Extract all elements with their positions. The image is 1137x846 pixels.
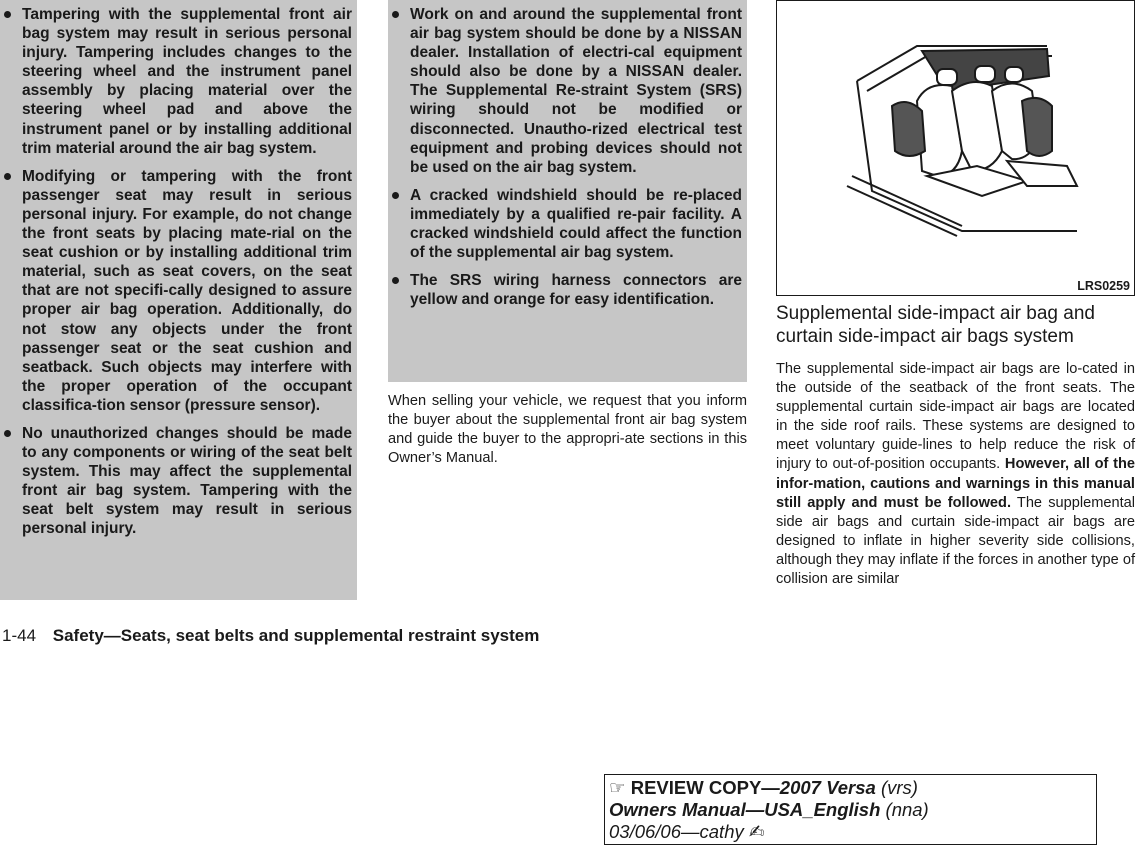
footer-section-title: Safety—Seats, seat belts and supplemental restraint system	[52, 626, 540, 645]
warning-text: No unauthorized changes should be made to any components or wiring of the seat belt system. This may affect the supplemental front air bag system. Tampering with the seat belt system may result in serious personal injury.	[22, 424, 352, 538]
page-number: 1-44	[2, 626, 37, 645]
bullet-icon	[392, 277, 399, 284]
section-heading: Supplemental side-impact air bag and curtain side-impact air bags system	[776, 303, 1095, 347]
model-code: (vrs)	[875, 777, 918, 798]
warning-item	[0, 167, 352, 415]
warning-list	[388, 0, 747, 309]
warning-item	[388, 5, 742, 177]
warning-text: A cracked windshield should be re-placed immediately by a qualified re-pair facility. A cracked windshield could affect the function of the supplemental air bag system.	[410, 186, 742, 262]
warning-item	[0, 5, 352, 158]
page-footer	[2, 625, 539, 647]
bullet-icon	[4, 173, 11, 180]
warning-item	[388, 186, 742, 262]
warning-item	[0, 424, 352, 539]
manual-code: (nna)	[880, 799, 929, 820]
column-3-body	[776, 360, 1135, 589]
warning-text: Work on and around the supplemental front air bag system should be done by a NISSAN dealer. Installation of electri-cal equipment should also be done by a NISSAN dealer. The Supplemental Re-straint System (SRS) wiring should not be modified or disconnected. Unautho-rized electrical test equipment and probing devices should not be used on the air bag system.	[410, 6, 742, 176]
model-name: 2007 Versa	[779, 777, 876, 798]
bullet-icon	[392, 11, 399, 18]
side-airbag-paragraph	[776, 360, 1135, 589]
column-2-body	[388, 392, 747, 468]
review-line-1	[609, 777, 1092, 799]
intro-text: The supplemental side-impact air bags are lo-cated in the outside of the seatback of the front seats. The supplemental curtain side-impact air bags are located in the side roof rails. These systems are designed to meet voluntary guide-lines to help reduce the risk of injury to out-of-position occupants.	[776, 361, 1135, 473]
warning-box-column-1	[0, 0, 357, 600]
selling-vehicle-paragraph: When selling your vehicle, we request that you inform the buyer about the supplemental front air bag system and guide the buyer to the appropri-ate sections in this Owner’s Manual.	[388, 393, 747, 467]
outro-text: The supplemental side air bags and curtain side-impact air bags are designed to inflate in higher severity side collisions, although they may inflate if the forces in another type of collision are similar	[776, 494, 1135, 588]
warning-box-column-2	[388, 0, 747, 382]
review-line-3	[609, 821, 1092, 843]
emphasis-text: However, all of the infor-mation, cautions and warnings in this manual still apply and must be followed.	[776, 456, 1135, 511]
review-line-2	[609, 799, 1092, 821]
figure-label: LRS0259	[1077, 279, 1130, 293]
writing-hand-icon: ✍	[748, 821, 765, 842]
pointing-hand-icon: ☞	[609, 777, 626, 798]
car-interior-illustration	[777, 1, 1134, 295]
bullet-icon	[4, 11, 11, 18]
review-copy-box	[604, 774, 1097, 845]
warning-text: The SRS wiring harness connectors are yellow and orange for easy identification.	[410, 272, 742, 309]
warning-text: Tampering with the supplemental front air bag system may result in serious personal injury. Tampering includes changes to the steering wheel and the instrument panel assembly by placing material over the steering wheel pad and above the instrument panel or by installing additional trim material around the air bag system.	[22, 6, 352, 157]
warning-list	[0, 0, 357, 539]
review-date: 03/06/06—cathy	[609, 821, 744, 842]
bullet-icon	[392, 192, 399, 199]
review-copy-label: REVIEW COPY—	[630, 777, 780, 798]
warning-text: Modifying or tampering with the front passenger seat may result in serious personal injury. For example, do not change the front seats by placing mate-rial on the seat cushion or by installing additional trim material, such as seat covers, on the seat that are not specifi-cally designed to assure proper air bag operation. Additionally, do not stow any objects under the front passenger seat or the seat cushion and seatback. Such objects may interfere with the proper operation of the occupant classifica-tion sensor (pressure sensor).	[22, 167, 352, 414]
side-airbag-illustration	[776, 0, 1135, 296]
bullet-icon	[4, 430, 11, 437]
manual-name: Owners Manual—USA_English	[609, 799, 881, 820]
warning-item	[388, 271, 742, 309]
